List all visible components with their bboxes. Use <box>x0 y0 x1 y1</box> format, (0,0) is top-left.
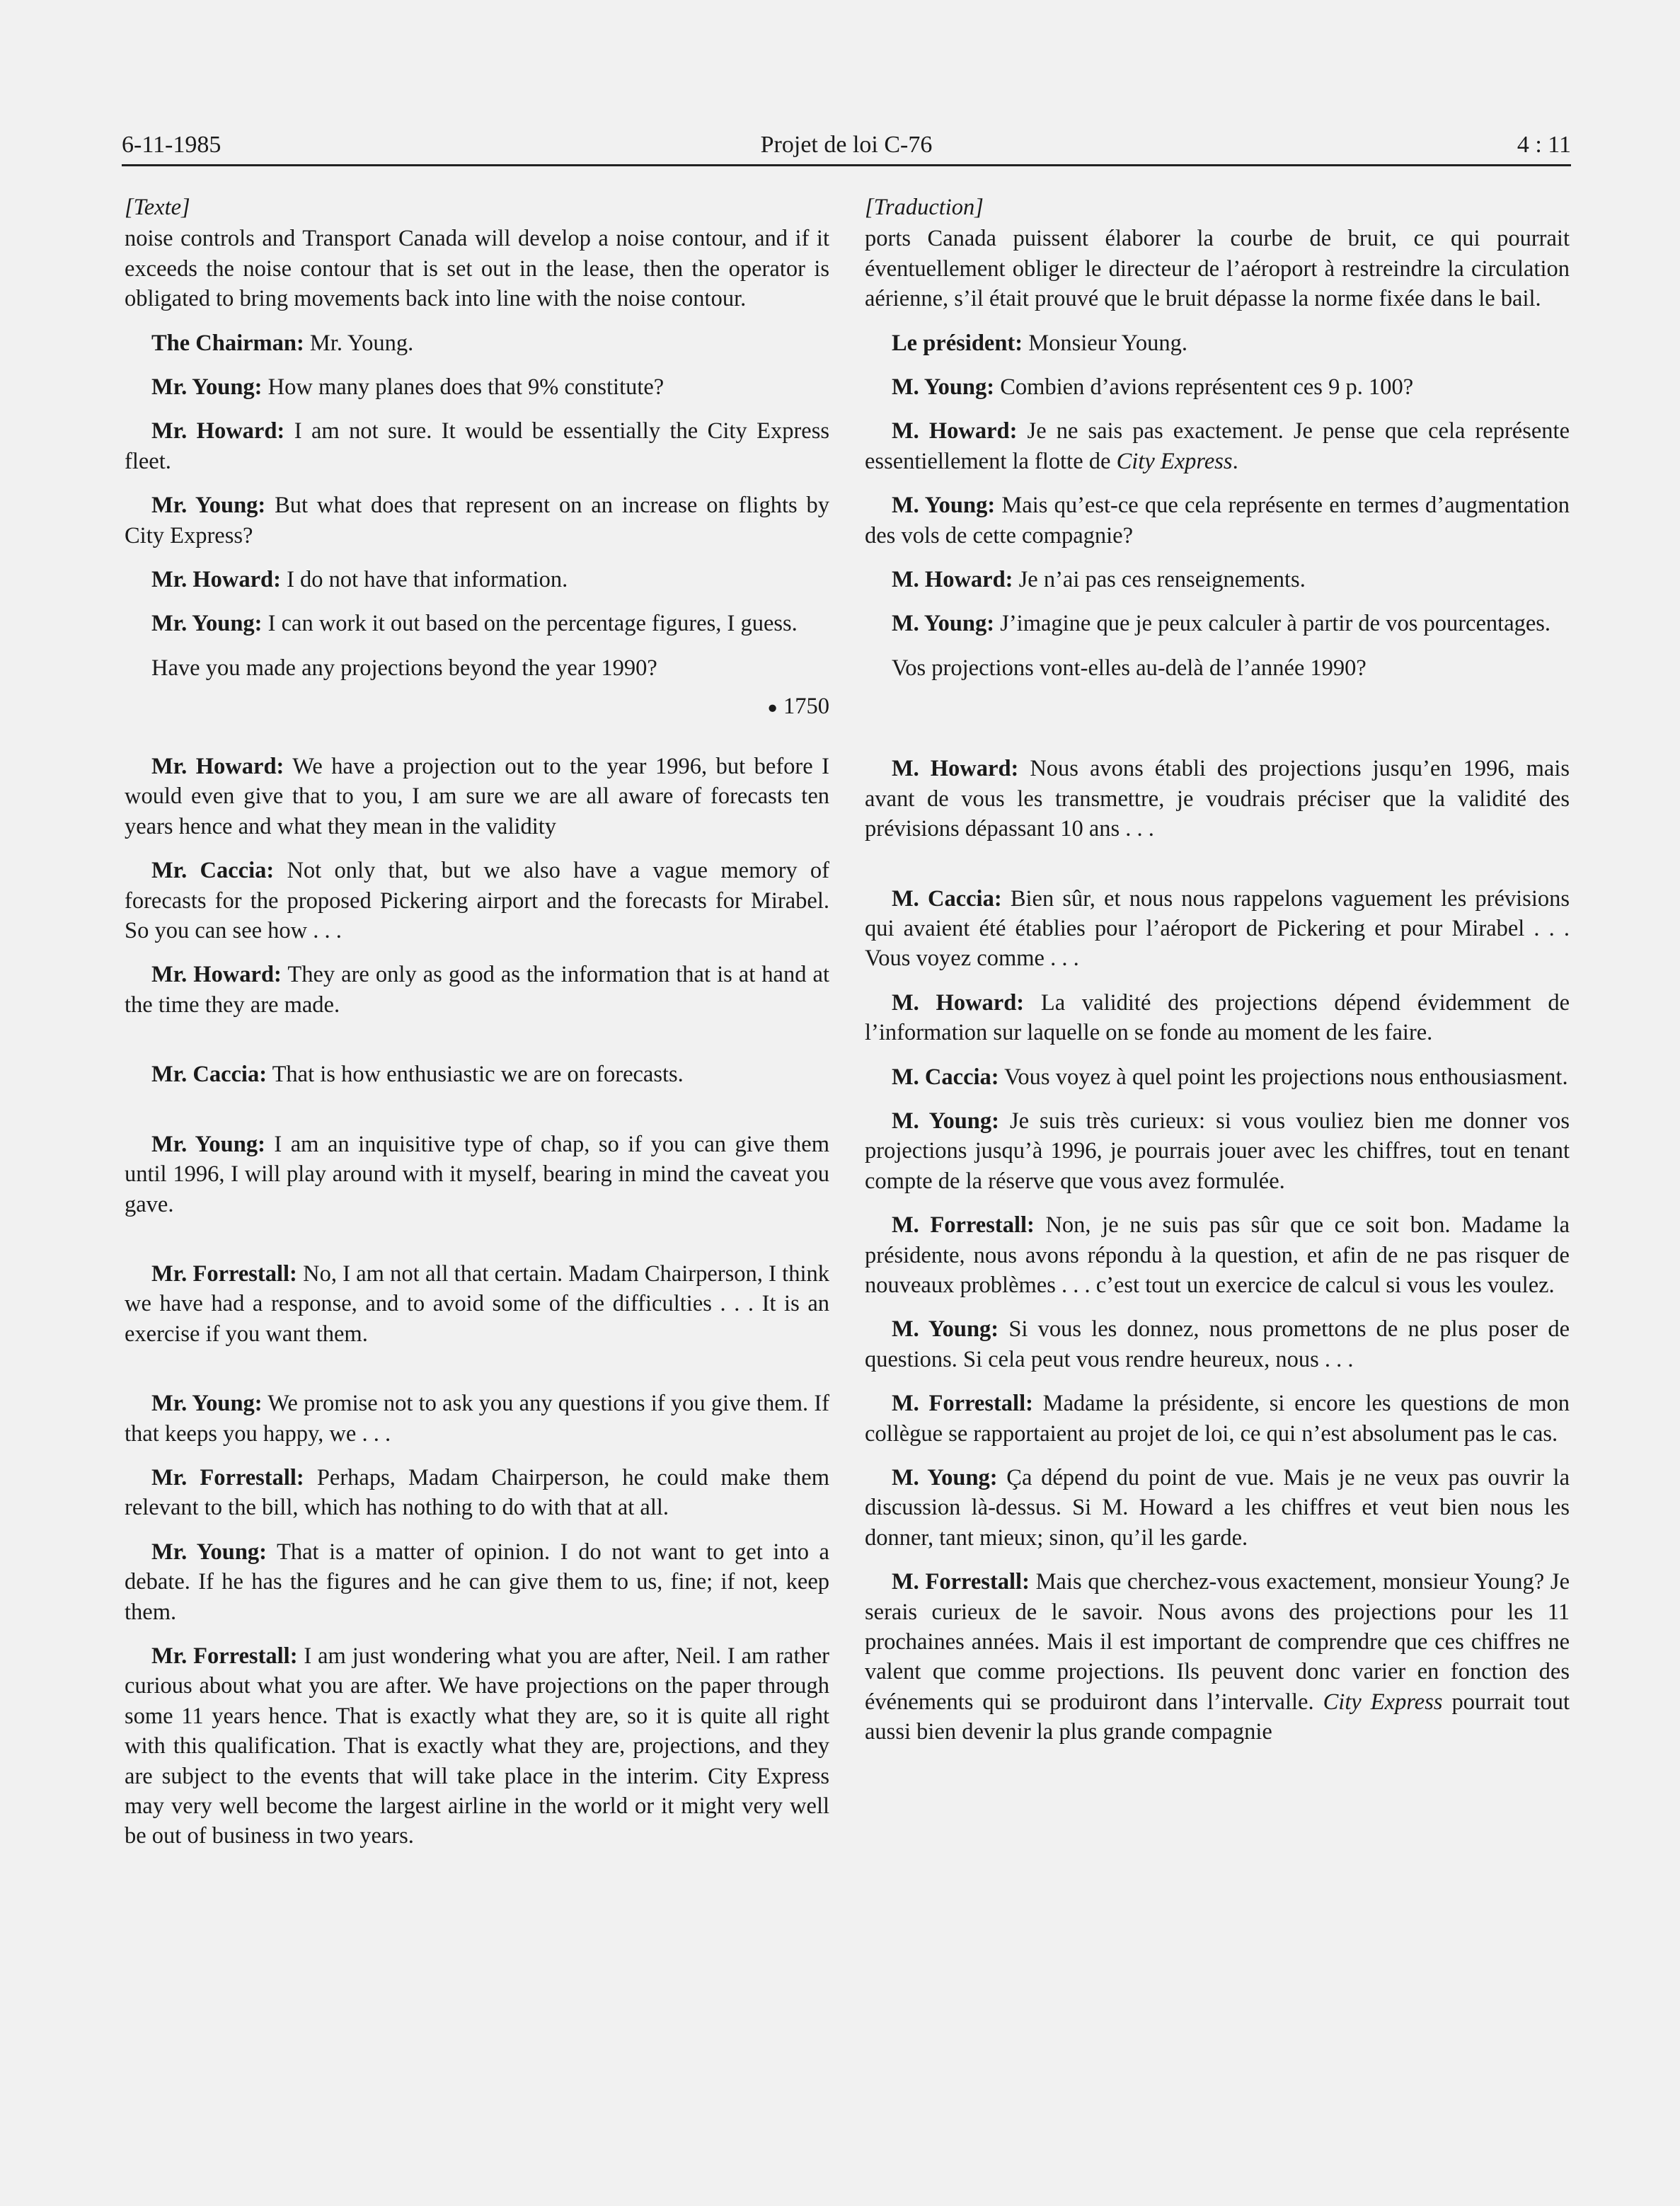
speech-turn <box>125 372 829 402</box>
speech-text: That is a matter of opinion. I do not want to get into a debate. If he has the figures and he can give them to us, fine; if not, keep them. <box>125 1539 829 1625</box>
speech-turn <box>125 1259 829 1349</box>
speaker: M. Caccia: <box>892 885 1002 912</box>
speech-text: Je n’ai pas ces renseignements. <box>1013 567 1306 593</box>
speaker: Le président: <box>892 330 1023 356</box>
speech-turn <box>865 416 1570 476</box>
speech-turn <box>125 1537 829 1627</box>
speech-text: They are only as good as the information that is at hand at the time they are made. <box>125 962 829 1018</box>
speaker: M. Howard: <box>892 756 1019 782</box>
speaker: Mr. Howard: <box>151 962 282 988</box>
speaker: Mr. Young: <box>151 1131 265 1157</box>
speech-turn <box>125 328 829 358</box>
projections-question: Vos projections vont-elles au-delà de l’année 1990? <box>892 655 1367 681</box>
speech-text: We have a projection out to the year 1996, but before I would even give that to you, I am sure we are all aware of forecasts ten years hence and what they mean in the validity <box>125 754 829 839</box>
company-name: City Express <box>1116 448 1233 474</box>
speaker: M. Young: <box>892 1108 999 1134</box>
speech-turn <box>125 490 829 551</box>
speech-text: Ça dépend du point de vue. Mais je ne veux pas ouvrir la discussion là-dessus. Si M. Howard a les chiffres et veut bien nous les donner, tant mieux; sinon, qu’il les garde. <box>865 1465 1570 1551</box>
speech-turn <box>125 1641 829 1851</box>
bullet-icon: ● <box>767 699 778 718</box>
speech-text: Nous avons établi des projections jusqu’en 1996, mais avant de vous les transmettre, je voudrais préciser que la validité des prévisions dépassant 10 ans . . . <box>865 756 1570 842</box>
speech-turn <box>125 565 829 594</box>
time-value: 1750 <box>783 694 829 720</box>
speaker: M. Howard: <box>892 418 1018 444</box>
header-title: Projet de loi C-76 <box>760 132 933 158</box>
speaker: The Chairman: <box>151 330 304 356</box>
speech-text: No, I am not all that certain. Madam Chairperson, I think we have had a response, and to avoid some of the difficulties . . . It is an exercise if you want them. <box>125 1260 829 1347</box>
speaker: M. Forrestall: <box>892 1391 1033 1417</box>
speech-text: Si vous les donnez, nous promettons de ne plus poser de questions. Si cela peut vous rendre heureux, nous . . . <box>865 1316 1570 1372</box>
speech-text: Mais que cherchez-vous exactement, monsieur Young? Je serais curieux de le savoir. Nous avons des projections pour les 11 prochaines années. Mais il est important de comprendre que ces chiffres ne valent que comme projections. Ils peuvent donc varier en fonction des événements qui se produiront dans l’intervalle. <box>865 1569 1570 1715</box>
speech-text: Vous voyez à quel point les projections nous enthousiasment. <box>999 1064 1568 1090</box>
speech-turn <box>125 1130 829 1219</box>
speaker: M. Young: <box>892 1465 998 1490</box>
speech-text: We promise not to ask you any questions if you give them. If that keeps you happy, we . . . <box>125 1391 829 1447</box>
speaker: Mr. Forrestall: <box>151 1464 304 1490</box>
column-french <box>865 193 1570 1747</box>
speaker: Mr. Caccia: <box>151 1062 267 1088</box>
speech-text: I am just wondering what you are after, Neil. I am rather curious about what you are after. We have projections on the paper through some 11 years hence. That is exactly what they are, so it is quite all right with this qualification. That is exactly what they are, projections, and they are subject to the events that will take place in the interim. City Express may very well become the largest airline in the world or it might very well be out of business in two years. <box>125 1643 830 1849</box>
speech-turn <box>865 1210 1570 1300</box>
speech-text: Non, je ne suis pas sûr que ce soit bon. Madame la présidente, nous avons répondu à la question, et afin de ne pas risquer de nouveaux problèmes . . . c’est tout un exercice de calcul si vous les voulez. <box>865 1212 1570 1298</box>
header-date: 6-11-1985 <box>122 132 221 158</box>
speech-turn <box>125 416 829 476</box>
speaker: M. Young: <box>892 611 995 637</box>
speech-turn <box>865 884 1570 974</box>
speech-text: Monsieur Young. <box>1023 330 1188 356</box>
speech-text-end: . <box>1232 448 1238 474</box>
speech-turn <box>125 609 829 638</box>
speech-text: Perhaps, Madam Chairperson, he could make them relevant to the bill, which has nothing to do with that at all. <box>125 1464 829 1521</box>
speech-turn <box>865 1106 1570 1196</box>
intro-paragraph: noise controls and Transport Canada will develop a noise contour, and if it exceeds the noise contour that is set out in the lease, then the operator is obligated to bring movements back into line with the noise contour. <box>125 226 829 312</box>
speech-text: La validité des projections dépend évidemment de l’information sur laquelle on se fonde au moment de les faire. <box>865 989 1570 1046</box>
speech-text: How many planes does that 9% constitute? <box>262 374 664 401</box>
speech-text: Bien sûr, et nous nous rappelons vaguement les prévisions qui avaient été établies pour l’aéroport de Pickering et pour Mirabel . . . Vous voyez comme . . . <box>865 885 1570 972</box>
column-english <box>125 193 829 1851</box>
speech-text: Je ne sais pas exactement. Je pense que cela représente essentiellement la flotte de <box>865 418 1570 474</box>
speaker: Mr. Young: <box>151 493 266 519</box>
speaker: M. Howard: <box>892 567 1013 593</box>
time-marker <box>125 691 829 723</box>
speaker: Mr. Forrestall: <box>151 1260 297 1287</box>
speech-turn <box>865 609 1570 638</box>
intro-paragraph: ports Canada puissent élaborer la courbe de bruit, ce qui pourrait éventuellement obliger le directeur de l’aéroport à restreindre la circulation aérienne, s’il était prouvé que le bruit dépasse la norme fixée dans le bail. <box>865 226 1570 312</box>
speech-text: That is how enthusiastic we are on forecasts. <box>267 1062 684 1088</box>
speech-turn <box>125 1059 829 1089</box>
speech-turn <box>125 856 829 946</box>
speech-turn <box>865 754 1570 844</box>
speaker: Mr. Howard: <box>151 754 284 780</box>
speech-turn <box>865 1314 1570 1374</box>
speech-turn <box>865 1389 1570 1449</box>
speech-text-end: pourrait tout aussi bien devenir la plus grande compagnie <box>865 1689 1570 1745</box>
speaker: Mr. Young: <box>151 1391 263 1417</box>
speech-turn <box>865 1463 1570 1553</box>
speech-turn <box>125 752 829 841</box>
speaker: Mr. Caccia: <box>151 858 275 884</box>
speech-turn <box>865 372 1570 402</box>
speech-text: Not only that, but we also have a vague memory of forecasts for the proposed Pickering airport and the forecasts for Mirabel. So you can see how . . . <box>125 858 830 944</box>
speech-turn <box>865 565 1570 594</box>
speech-text: But what does that represent on an increase on flights by City Express? <box>125 493 829 548</box>
speech-text: I am an inquisitive type of chap, so if you can give them until 1996, I will play around with it myself, bearing in mind the caveat you gave. <box>125 1131 829 1217</box>
speech-turn <box>865 328 1570 358</box>
speaker: Mr. Howard: <box>151 418 285 444</box>
speech-text: J’imagine que je peux calculer à partir de vos pourcentages. <box>994 611 1551 637</box>
speech-text: I can work it out based on the percentage figures, I guess. <box>262 611 798 637</box>
speech-text: Mr. Young. <box>304 330 414 356</box>
speaker: M. Forrestall: <box>892 1569 1030 1595</box>
speech-turn <box>125 1389 829 1449</box>
speech-text: Mais qu’est-ce que cela représente en termes d’augmentation des vols de cette compagnie? <box>865 493 1570 548</box>
speech-turn <box>865 988 1570 1048</box>
speaker: M. Forrestall: <box>892 1212 1035 1239</box>
speaker: Mr. Young: <box>151 1539 267 1565</box>
company-name: City Express <box>1323 1689 1443 1715</box>
speaker: M. Caccia: <box>892 1064 999 1090</box>
speech-turn <box>865 490 1570 551</box>
speech-turn <box>125 1463 829 1523</box>
speech-turn <box>865 1567 1570 1747</box>
speaker: Mr. Howard: <box>151 567 281 593</box>
page-header <box>122 122 1571 166</box>
speech-text: I am not sure. It would be essentially the City Express fleet. <box>125 418 829 474</box>
column-label-texte: [Texte] <box>125 195 190 220</box>
speech-text: Je suis très curieux: si vous vouliez bien me donner vos projections jusqu’à 1996, je pourrais jouer avec les chiffres, tout en tenant compte de la réserve que vous avez formulée. <box>865 1108 1570 1194</box>
speaker: M. Young: <box>892 374 995 401</box>
speech-turn <box>865 1062 1570 1092</box>
speech-text: I do not have that information. <box>280 567 568 593</box>
speech-turn <box>125 960 829 1020</box>
speech-text: Combien d’avions représentent ces 9 p. 100? <box>994 374 1414 401</box>
speaker: Mr. Young: <box>151 374 263 401</box>
projections-question: Have you made any projections beyond the year 1990? <box>151 655 657 681</box>
speaker: Mr. Young: <box>151 611 263 637</box>
column-label-traduction: [Traduction] <box>865 195 984 220</box>
speech-text: Madame la présidente, si encore les questions de mon collègue se rapportaient au projet de loi, ce qui n’est absolument pas le cas. <box>865 1391 1570 1447</box>
speaker: M. Young: <box>892 493 996 519</box>
speaker: M. Howard: <box>892 989 1025 1016</box>
header-page-number: 4 : 11 <box>1517 132 1571 158</box>
speaker: M. Young: <box>892 1316 999 1343</box>
speaker: Mr. Forrestall: <box>151 1643 298 1669</box>
